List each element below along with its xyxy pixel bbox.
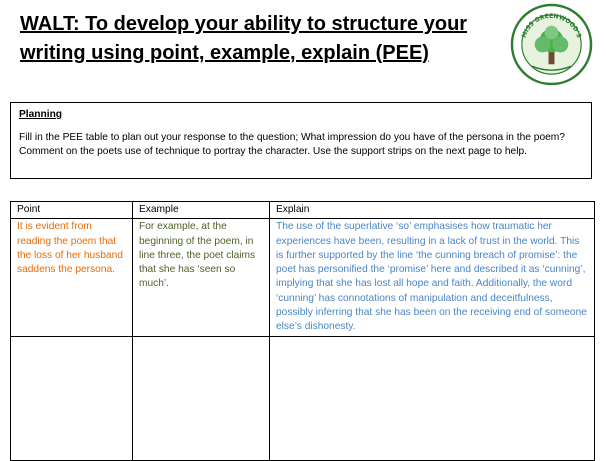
point-cell[interactable]: [11, 336, 133, 460]
logo-text: MISS GREENWOOD'S: [520, 12, 583, 39]
explain-cell[interactable]: The use of the superlative ‘so’ emphasises how traumatic her experiences have been, resulting in a lack of trust in the world. This is further supported by the line ‘the cunning breach of promise’: the poet has personified the ‘promise’ here and described it as ‘cunning’, implying that she has lost all hope and faith. Additionally, the word ‘cunning’ has connotations of manipulation and deceitfulness, possibly inferring that she has been on the receiving end of someone else’s dishonesty.: [270, 219, 595, 336]
example-cell[interactable]: [133, 336, 270, 460]
pee-table: [10, 201, 595, 461]
table-row: [11, 336, 595, 460]
explain-cell[interactable]: [270, 336, 595, 460]
example-column-header: Example: [133, 202, 270, 219]
planning-heading: Planning: [19, 109, 63, 120]
school-logo: [510, 3, 593, 86]
explain-column-header: Explain: [270, 202, 595, 219]
point-column-header: Point: [11, 202, 133, 219]
point-cell[interactable]: It is evident from reading the poem that the loss of her husband saddens the persona.: [11, 219, 133, 336]
page-title: WALT: To develop your ability to structure your writing using point, example, explain (PEE): [20, 13, 468, 64]
planning-instructions: Fill in the PEE table to plan out your response to the question; What impression do you have of the persona in the poem? Comment on the poets use of technique to portray the character. Use the support strips on the next page to help.: [19, 131, 565, 158]
example-cell[interactable]: For example, at the beginning of the poem, in line three, the poet claims that she has ‘seen so much’.: [133, 219, 270, 336]
table-row: [11, 219, 595, 336]
table-header-row: [11, 202, 595, 219]
planning-box: [10, 102, 592, 179]
